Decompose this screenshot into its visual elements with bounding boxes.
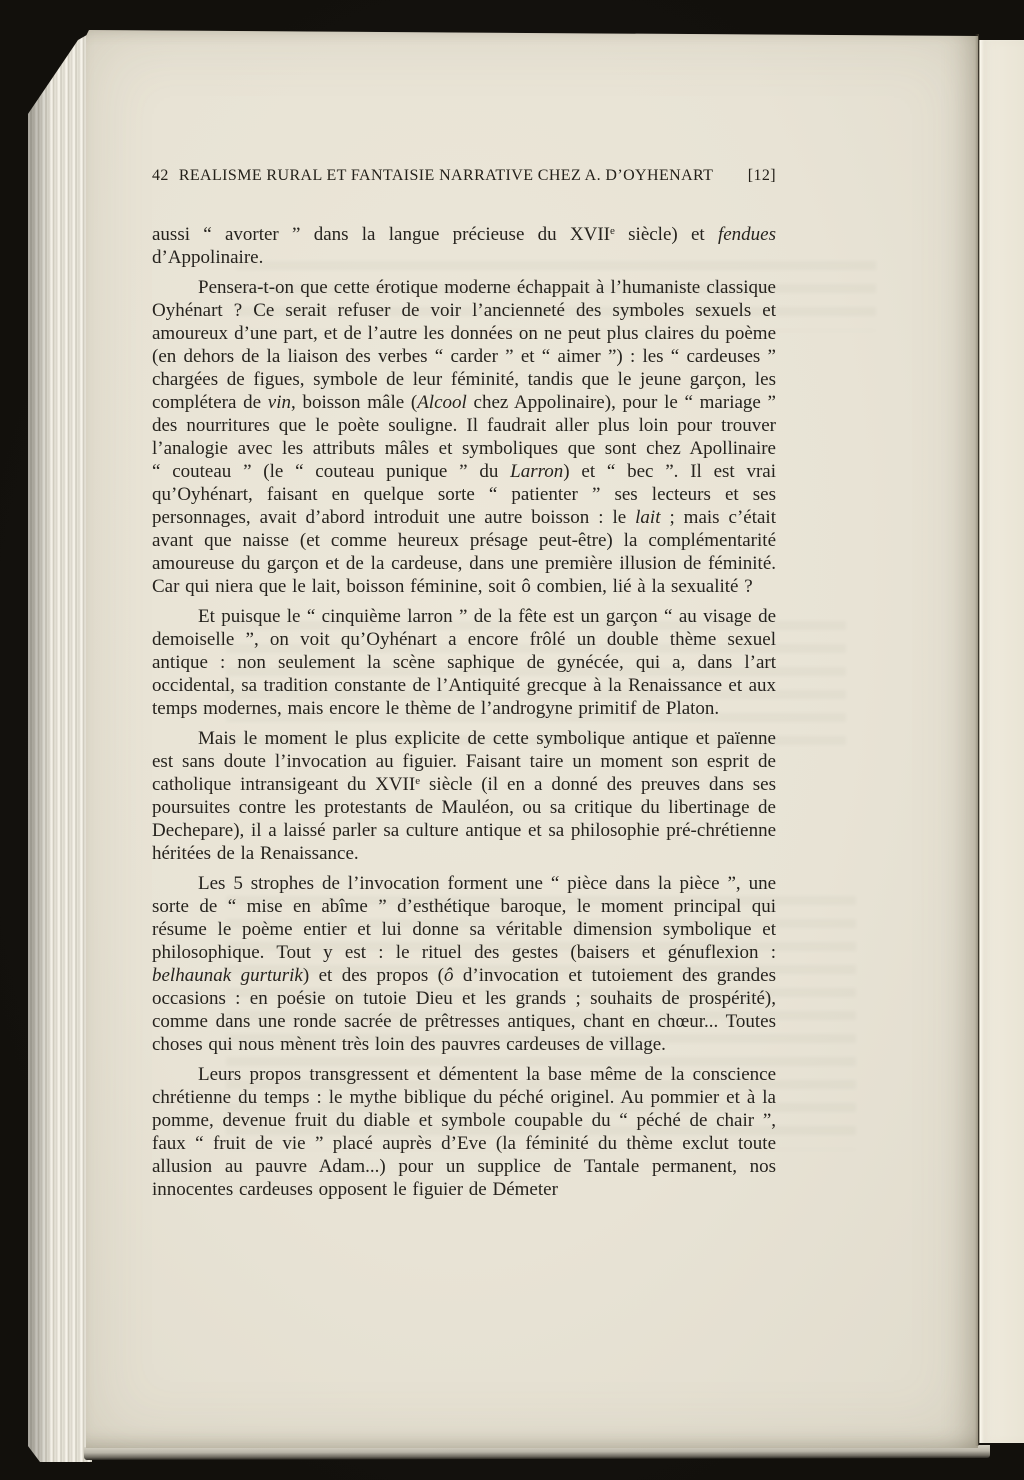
page-edge-stack xyxy=(28,32,92,1462)
paragraph: Leurs propos transgressent et démentent la base même de la conscience chrétienne du temps : le mythe biblique du péché originel. Au pommier et à la pomme, devenue fruit du diable et symbole coupable du “ péché de chair ”, faux “ fruit de vie ” placé auprès d’Eve (la féminité du thème exclut toute allusion au pauvre Adam...) pour un supplice de Tantale permanent, nos innocentes cardeuses opposent le figuier de Démeter xyxy=(152,1064,776,1200)
paragraph: Pensera-t-on que cette érotique moderne échappait à l’humaniste classique Oyhénart ? Ce serait refuser de voir l’ancienneté des symboles sexuels et amoureux d’une part, et de l’autre les données on ne peut plus claires du poème (en dehors de la liaison des verbes “ carder ” et “ aimer ”) : les “ cardeuses ” chargées de figues, symbole de leur féminité, tandis que le jeune garçon, les complétera de vin, boisson mâle (Alcool chez Appolinaire), pour le “ mariage ” des nourritures que le poète souligne. Il faudrait aller plus loin pour trouver l’analogie avec les attributs mâles et symboliques que sont chez Apollinaire “ couteau ” (le “ couteau punique ” du Larron) et “ bec ”. Il est vrai qu’Oyhénart, faisant en quelque sorte “ patienter ” ses lecteurs et ses personnages, avait d’abord introduit une autre boisson : le lait ; mais c’était avant que naisse (et comme heureux présage peut-être) la complémentarité amoureuse du garçon et de la cardeuse, dans une première illusion de féminité. Car qui niera que le lait, boisson féminine, soit ô combien, lié à la sexualité ? xyxy=(152,277,777,597)
header-page-number: 42 xyxy=(152,167,169,184)
paragraph: Et puisque le “ cinquième larron ” de la fête est un garçon “ au visage de demoiselle ”, on voit qu’Oyhénart a encore frôlé un double thème sexuel antique : non seulement la scène saphique de gynécée, qui a, dans l’art occidental, sa tradition constante de l’Antiquité grecque à la Renaissance et aux temps modernes, mais encore le thème de l’androgyne primitif de Platon. xyxy=(152,606,776,719)
text-block xyxy=(152,223,776,1201)
header-title: REALISME RURAL ET FANTAISIE NARRATIVE CHEZ A. D’OYHENART xyxy=(178,167,714,184)
page-content xyxy=(152,167,776,1208)
facing-page-edge xyxy=(979,40,1024,1443)
paragraph: Mais le moment le plus explicite de cette symbolique antique et païenne est sans doute l’invocation au figuier. Faisant taire un moment son esprit de catholique intransigeant du XVIIe siècle (il en a donné des preuves dans ses poursuites contre les protestants de Mauléon, ou sa critique du libertinage de Dechepare), il a laissé parler sa culture antique et sa philosophie pré-chrétienne héritées de la Renaissance. xyxy=(152,728,776,864)
paragraph: aussi “ avorter ” dans la langue précieuse du XVIIe siècle) et fendues d’Appolinaire. xyxy=(152,224,776,268)
header-folio-number: [12] xyxy=(747,167,776,184)
running-head xyxy=(152,167,776,185)
paragraph: Les 5 strophes de l’invocation forment une “ pièce dans la pièce ”, une sorte de “ mise en abîme ” d’esthétique baroque, le moment principal qui résume le poème entier et lui donne sa véritable dimension symbolique et philosophique. Tout y est : le rituel des gestes (baisers et génuflexion : belhaunak gurturik) et des propos (ô d’invocation et tutoiement des grandes occasions : en poésie on tutoie Dieu et les grands ; souhaits de prospérité), comme dans une ronde sacrée de prêtresses antiques, chant en chœur... Toutes choses qui nous mènent très loin des pauvres cardeuses de village. xyxy=(152,873,776,1055)
